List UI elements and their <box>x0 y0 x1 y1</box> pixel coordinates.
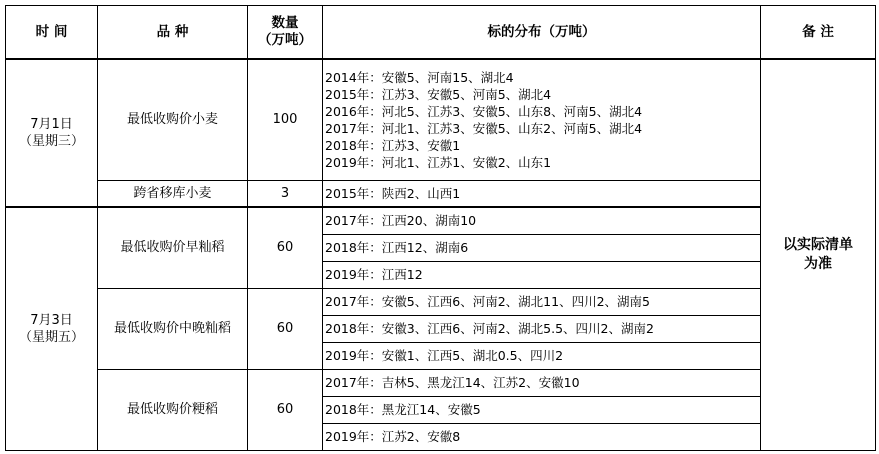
distribution-line: 2019年：江苏2、安徽8 <box>323 423 761 450</box>
header-notes: 备 注 <box>761 6 876 60</box>
distribution-line: 2018年：黑龙江14、安徽5 <box>323 396 761 423</box>
header-time: 时 间 <box>6 6 98 60</box>
header-row <box>6 6 876 60</box>
quantity-cell: 3 <box>248 180 323 207</box>
weekday-label: （星期三） <box>18 134 84 149</box>
header-quantity-line2: （万吨） <box>258 32 312 48</box>
variety-cell: 最低收购价小麦 <box>98 59 248 180</box>
variety-cell: 跨省移库小麦 <box>98 180 248 207</box>
distribution-line: 2019年：安徽1、江西5、湖北0.5、四川2 <box>323 342 761 369</box>
note-line2: 为准 <box>804 255 832 272</box>
note-cell <box>761 59 876 450</box>
header-distribution: 标的分布（万吨） <box>323 6 761 60</box>
distribution-line: 2018年：安徽3、江西6、河南2、湖北5.5、四川2、湖南2 <box>323 315 761 342</box>
distribution-line: 2017年：吉林5、黑龙江14、江苏2、安徽10 <box>323 369 761 396</box>
header-quantity <box>248 6 323 60</box>
time-cell <box>6 59 98 207</box>
table-row <box>6 369 876 396</box>
distribution-line: 2019年：河北1、江苏1、安徽2、山东1 <box>325 154 552 170</box>
quantity-cell: 60 <box>248 288 323 369</box>
distribution-line: 2018年：江西12、湖南6 <box>323 234 761 261</box>
auction-schedule-table <box>5 5 876 451</box>
table-row <box>6 59 876 180</box>
table-row <box>6 288 876 315</box>
table-row <box>6 180 876 207</box>
variety-cell: 最低收购价粳稻 <box>98 369 248 450</box>
variety-cell: 最低收购价早籼稻 <box>98 207 248 288</box>
distribution-line: 2016年：河北5、江苏3、安徽5、山东8、河南5、湖北4 <box>325 103 643 119</box>
date-label: 7月1日 <box>30 117 73 132</box>
distribution-line: 2017年：安徽5、江西6、河南2、湖北11、四川2、湖南5 <box>323 288 761 315</box>
header-variety: 品 种 <box>98 6 248 60</box>
table-row <box>6 207 876 234</box>
weekday-label: （星期五） <box>18 329 84 345</box>
note-line1: 以实际清单 <box>783 236 853 253</box>
distribution-line: 2018年：江苏3、安徽1 <box>325 137 461 153</box>
date-label: 7月3日 <box>30 312 73 328</box>
distribution-line: 2015年：陕西2、山西1 <box>323 180 761 207</box>
distribution-line: 2017年：河北1、江苏3、安徽5、山东2、河南5、湖北4 <box>325 120 643 136</box>
distribution-line: 2017年：江西20、湖南10 <box>323 207 761 234</box>
header-quantity-line1: 数量 <box>271 15 299 31</box>
quantity-cell: 100 <box>248 59 323 180</box>
distribution-line: 2019年：江西12 <box>323 261 761 288</box>
distribution-line: 2014年：安徽5、河南15、湖北4 <box>325 69 514 85</box>
variety-cell: 最低收购价中晚籼稻 <box>98 288 248 369</box>
quantity-cell: 60 <box>248 207 323 288</box>
distribution-line: 2015年：江苏3、安徽5、河南5、湖北4 <box>325 86 552 102</box>
distribution-cell <box>323 59 761 180</box>
quantity-cell: 60 <box>248 369 323 450</box>
time-cell <box>6 207 98 450</box>
